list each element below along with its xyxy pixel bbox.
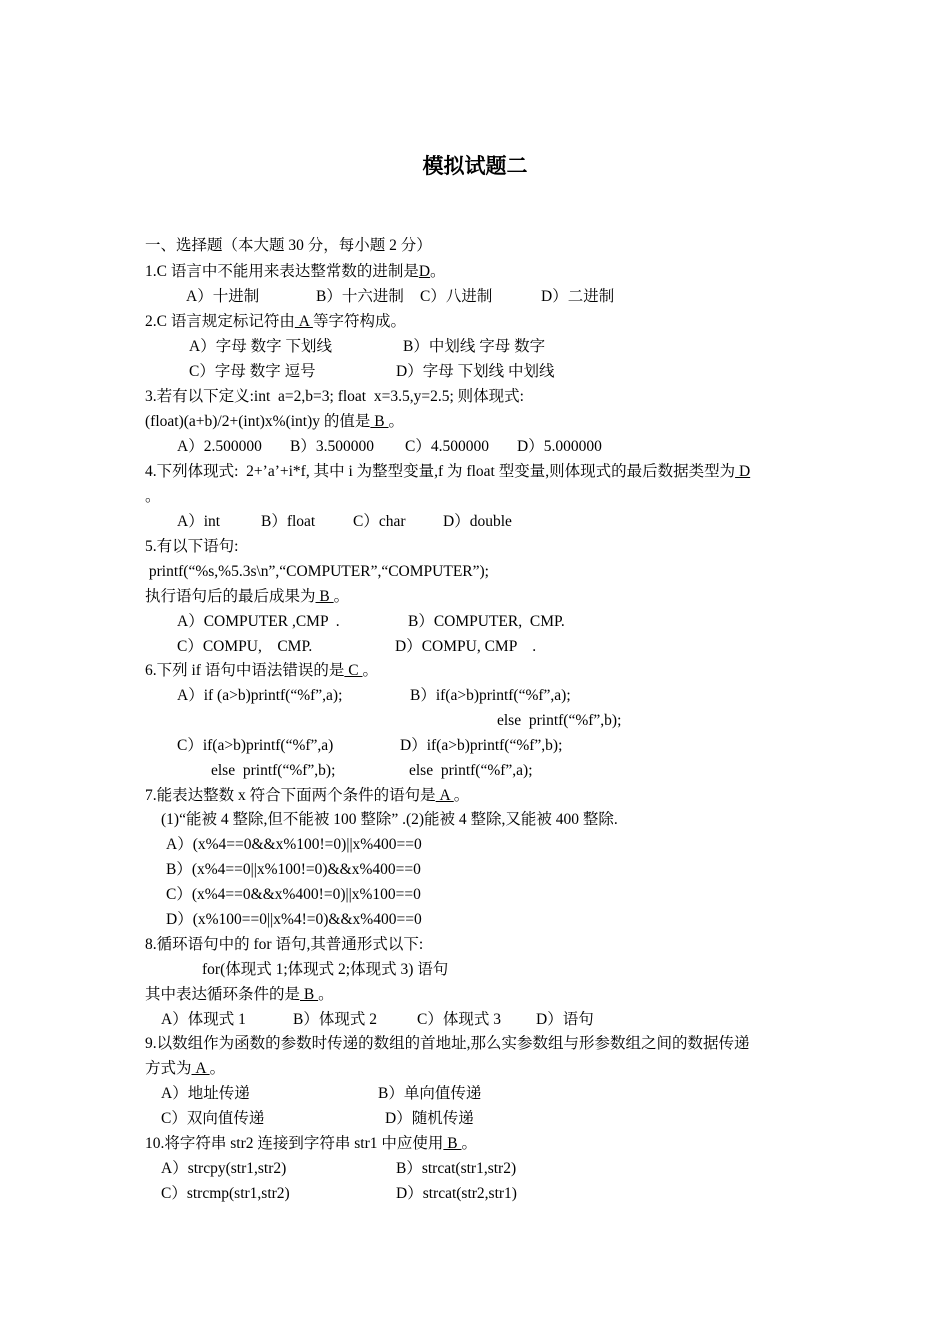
section-heading: 一、选择题（本大题 30 分，每小题 2 分） xyxy=(145,237,432,254)
option: D）if(a>b)printf(“%f”,b); xyxy=(400,737,563,754)
option: A）if (a>b)printf(“%f”,a); xyxy=(177,687,343,704)
option: A）2.500000 xyxy=(177,438,262,455)
question-9: 9.以数组作为函数的参数时传递的数组的首地址,那么实参数组与形参数组之间的数据传递 xyxy=(145,1035,750,1052)
answer-blank: B xyxy=(443,1135,462,1152)
option: D）字母 下划线 中划线 xyxy=(396,363,555,380)
option: C）char xyxy=(353,513,406,530)
answer-blank: A xyxy=(294,313,313,330)
option: D）COMPU, CMP . xyxy=(395,638,537,655)
option: C）if(a>b)printf(“%f”,a) xyxy=(177,737,334,754)
option: A）字母 数字 下划线 xyxy=(189,338,332,355)
question-4: 4.下列体现式: 2+’a’+i*f, 其中 i 为整型变量,f 为 float 型变量,则体现式的最后数据类型为 D xyxy=(145,463,751,480)
question-10: 10.将字符串 str2 连接到字符串 str1 中应使用 B 。 xyxy=(145,1135,477,1152)
option: B）if(a>b)printf(“%f”,a); xyxy=(410,687,571,704)
option: D）随机传递 xyxy=(385,1110,474,1127)
answer-blank: A xyxy=(191,1060,210,1077)
option: A）COMPUTER ,CMP . xyxy=(177,613,340,630)
answer-blank: B xyxy=(370,413,389,430)
option: C）strcmp(str1,str2) xyxy=(161,1185,290,1202)
option: D）二进制 xyxy=(541,288,615,305)
option: B）(x%4==0||x%100!=0)&&x%400==0 xyxy=(166,861,421,878)
answer-blank: B xyxy=(300,986,319,1003)
option: B）单向值传递 xyxy=(378,1085,482,1102)
question-4-end: 。 xyxy=(145,488,161,505)
option: A）strcpy(str1,str2) xyxy=(161,1160,287,1177)
question-3: 3.若有以下定义:int a=2,b=3; float x=3.5,y=2.5; 则体现式: xyxy=(145,388,524,405)
question-8-code: for(体现式 1;体现式 2;体现式 3) 语句 xyxy=(202,961,449,978)
question-7: 7.能表达整数 x 符合下面两个条件的语句是 A 。 xyxy=(145,787,470,804)
option: D）strcat(str2,str1) xyxy=(396,1185,517,1202)
option-continued: else printf(“%f”,a); xyxy=(409,762,533,779)
question-5: 5.有以下语句: xyxy=(145,538,239,555)
option: D）double xyxy=(443,513,512,530)
option: D）(x%100==0||x%4!=0)&&x%400==0 xyxy=(166,911,422,928)
question-6: 6.下列 if 语句中语法错误的是 C 。 xyxy=(145,662,378,679)
option: C）(x%4==0&&x%400!=0)||x%100==0 xyxy=(166,886,421,903)
option: B）体现式 2 xyxy=(293,1011,377,1028)
question-8: 8.循环语句中的 for 语句,其普通形式以下: xyxy=(145,936,424,953)
option: B）float xyxy=(261,513,316,530)
option: D）语句 xyxy=(536,1011,594,1028)
option: A）地址传递 xyxy=(161,1085,250,1102)
option: C）4.500000 xyxy=(405,438,489,455)
answer-blank: D xyxy=(418,263,431,280)
question-9-prompt: 方式为 A 。 xyxy=(145,1060,226,1077)
question-5-prompt: 执行语句后的最后成果为 B 。 xyxy=(145,588,350,605)
answer-blank: B xyxy=(315,588,334,605)
option: D）5.000000 xyxy=(517,438,602,455)
option: B）中划线 字母 数字 xyxy=(403,338,546,355)
option: C）八进制 xyxy=(420,288,493,305)
option: B）strcat(str1,str2) xyxy=(396,1160,517,1177)
option: C）COMPU, CMP. xyxy=(177,638,313,655)
option: A）(x%4==0&&x%100!=0)||x%400==0 xyxy=(166,836,422,853)
question-8-prompt: 其中表达循环条件的是 B 。 xyxy=(145,986,334,1003)
option: B）3.500000 xyxy=(290,438,374,455)
answer-blank: A xyxy=(435,787,454,804)
answer-blank: C xyxy=(344,662,363,679)
option: B）十六进制 xyxy=(316,288,404,305)
question-7-conditions: (1)“能被 4 整除,但不能被 100 整除” .(2)能被 4 整除,又能被 400 整除. xyxy=(161,811,618,828)
question-5-code: printf(“%s,%5.3s\n”,“COMPUTER”,“COMPUTER”); xyxy=(145,563,489,580)
question-3-expr: (float)(a+b)/2+(int)x%(int)y 的值是 B 。 xyxy=(145,413,404,430)
option-continued: else printf(“%f”,b); xyxy=(497,712,622,729)
option: A）int xyxy=(177,513,221,530)
option: C）双向值传递 xyxy=(161,1110,265,1127)
option: A）十进制 xyxy=(186,288,260,305)
option: C）体现式 3 xyxy=(417,1011,501,1028)
question-2: 2.C 语言规定标记符由 A 等字符构成。 xyxy=(145,313,406,330)
question-1: 1.C 语言中不能用来表达整常数的进制是D。 xyxy=(145,263,446,280)
option: B）COMPUTER, CMP. xyxy=(408,613,565,630)
answer-blank: D xyxy=(735,463,751,480)
option-continued: else printf(“%f”,b); xyxy=(211,762,336,779)
page-title: 模拟试题二 xyxy=(422,154,528,178)
option: A）体现式 1 xyxy=(161,1011,246,1028)
option: C）字母 数字 逗号 xyxy=(189,363,316,380)
